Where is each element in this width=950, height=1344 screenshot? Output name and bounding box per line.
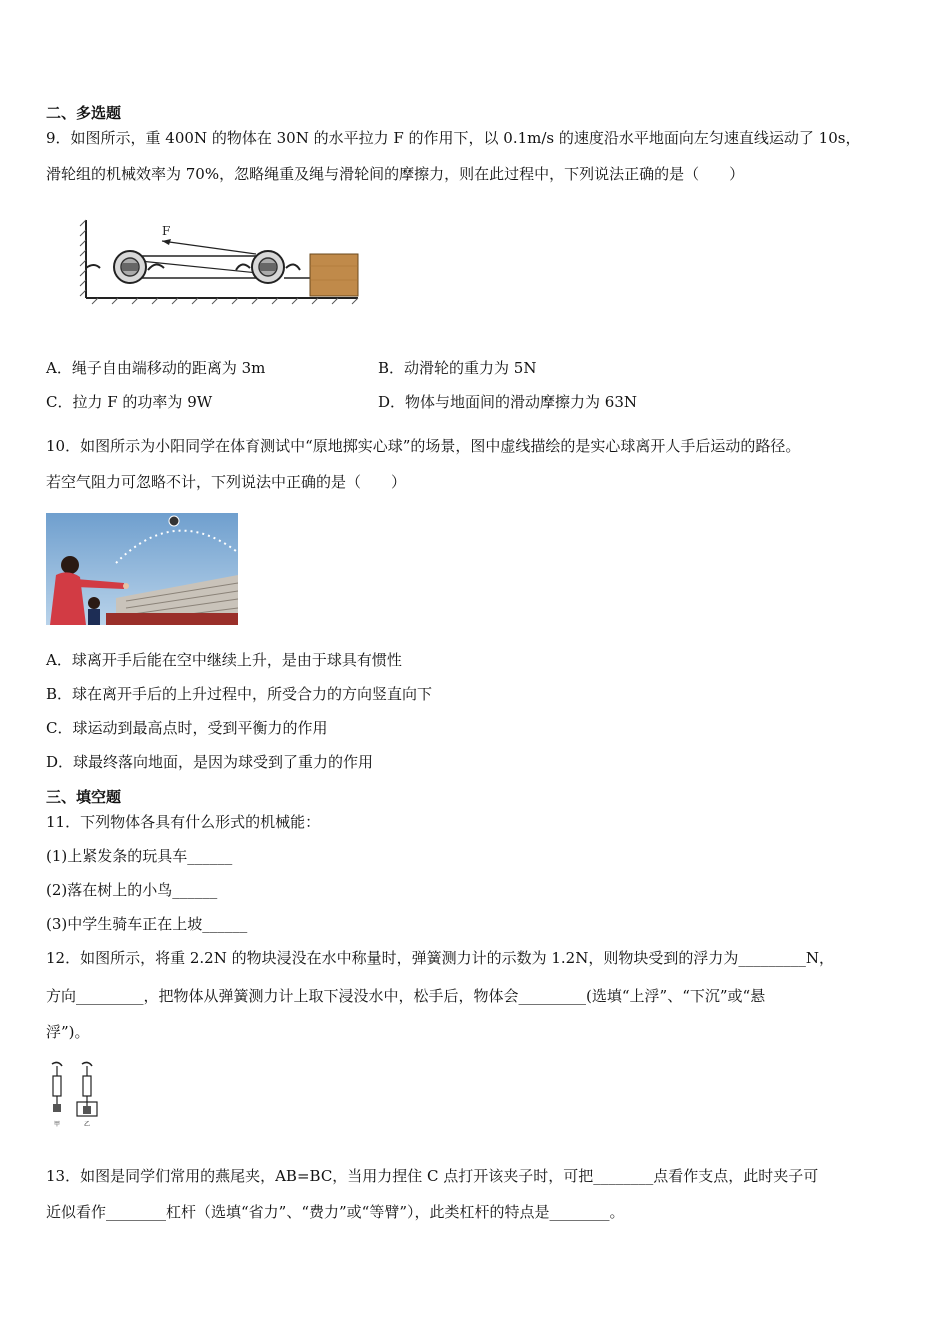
spring-scale-figure [44, 1060, 108, 1128]
q9-stem-line2: 滑轮组的机械效率为 70%，忽略绳重及绳与滑轮间的摩擦力，则在此过程中，下列说法正确的是（ ） [46, 165, 745, 183]
pulley-figure [78, 216, 363, 306]
section-heading-multi: 二、多选题 [46, 104, 122, 122]
label-yi: 乙 [84, 1121, 91, 1128]
q9-option-d: D．物体与地面间的滑动摩擦力为 63N [378, 393, 638, 411]
q11-item-2: (2)落在树上的小鸟______ [46, 881, 218, 899]
q13-stem-line2: 近似看作________杠杆（选填“省力”、“费力”或“等臂”），此类杠杆的特点是________。 [46, 1203, 625, 1221]
q11-stem: 11．下列物体各具有什么形式的机械能： [46, 813, 321, 831]
q9-option-c: C．拉力 F 的功率为 9W [46, 393, 213, 411]
label-jia: 甲 [54, 1121, 61, 1128]
q10-option-d: D．球最终落向地面，是因为球受到了重力的作用 [46, 753, 374, 771]
q10-stem-line2: 若空气阻力可忽略不计，下列说法中正确的是（ ） [46, 473, 407, 491]
q10-option-b: B．球在离开手后的上升过程中，所受合力的方向竖直向下 [46, 685, 433, 703]
q10-option-a: A．球离开手后能在空中继续上升，是由于球具有惯性 [46, 651, 402, 669]
q10-stem-line1: 10．如图所示为小阳同学在体育测试中“原地掷实心球”的场景，图中虚线描绘的是实心球离开人手后运动的路径。 [46, 437, 801, 455]
section-heading-fill: 三、填空题 [46, 788, 122, 806]
q9-option-b: B．动滑轮的重力为 5N [378, 359, 537, 377]
q10-option-c: C．球运动到最高点时，受到平衡力的作用 [46, 719, 328, 737]
q11-item-1: (1)上紧发条的玩具车______ [46, 847, 233, 865]
q12-stem-line2: 方向_________，把物体从弹簧测力计上取下浸没水中，松手后，物体会_________(选填“上浮”、“下沉”或“悬 [46, 987, 766, 1005]
shot-put-photo [46, 513, 238, 625]
force-label: F [162, 224, 171, 238]
q9-option-a: A．绳子自由端移动的距离为 3m [46, 359, 266, 377]
q9-stem-line1: 9．如图所示，重 400N 的物体在 30N 的水平拉力 F 的作用下，以 0.1m/s 的速度沿水平地面向左匀速直线运动了 10s， [46, 129, 861, 147]
q12-stem-line1: 12．如图所示，将重 2.2N 的物块浸没在水中称量时，弹簧测力计的示数为 1.2N，则物块受到的浮力为_________N， [46, 949, 834, 967]
q11-item-3: (3)中学生骑车正在上坡______ [46, 915, 248, 933]
q13-stem-line1: 13．如图是同学们常用的燕尾夹，AB=BC，当用力捏住 C 点打开该夹子时，可把________点看作支点，此时夹子可 [46, 1167, 819, 1185]
q12-stem-line3: 浮”)。 [46, 1023, 90, 1041]
